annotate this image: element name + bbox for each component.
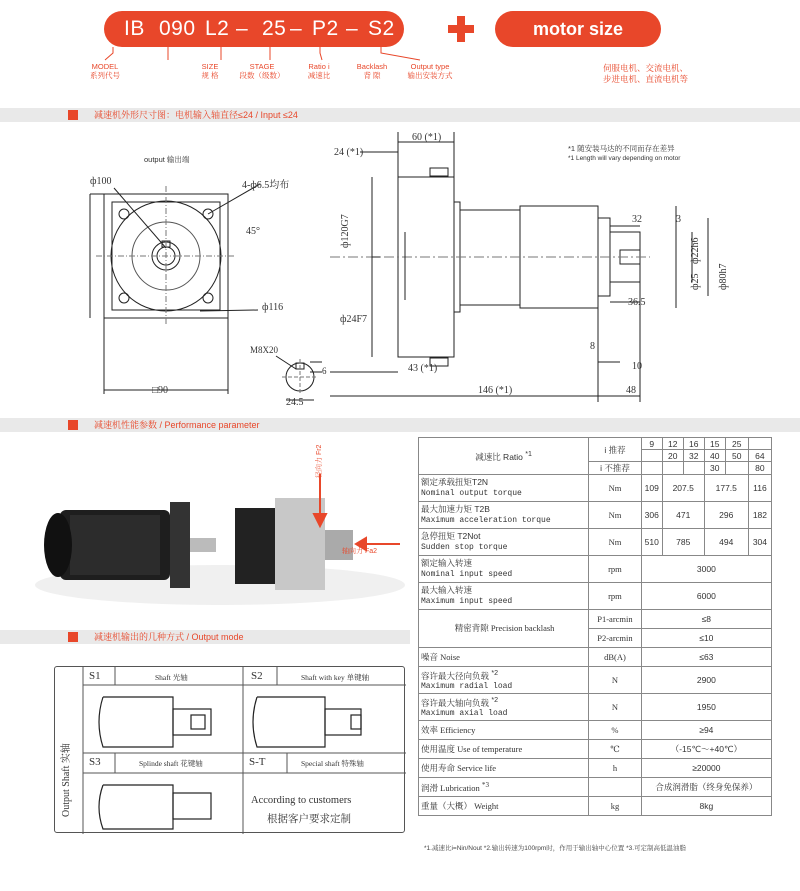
label-stage: STAGE 段数（级数） xyxy=(239,62,285,80)
code-stage: L2 xyxy=(205,17,230,40)
row-max-speed: 最大输入转速 Maximum input speed rpm 6000 xyxy=(419,583,772,610)
ratio-header: 减速比 Ratio $^{*1}$ xyxy=(419,438,589,475)
dim-key-len: 24.5 xyxy=(286,397,304,408)
label-size: SIZE 规 格 xyxy=(201,62,219,80)
ratio-not-recommended: i 不推荐 xyxy=(589,462,642,475)
row-sudden-stop: 急停扭矩 T2Not Sudden stop torque Nm 510 785 494 304 xyxy=(419,529,772,556)
mode-s2-desc: Shaft with key 单键轴 xyxy=(301,673,370,682)
ratio-cell: 30 xyxy=(704,462,725,475)
ratio-cell: 25 xyxy=(725,438,748,450)
code-dash-2: – xyxy=(290,17,303,40)
row-axial-load: 容许最大轴向负载 $^{*2}$ Maximum axial load N 1950 xyxy=(419,694,772,721)
dim-len32: 32 xyxy=(632,214,642,225)
dim-square: □90 xyxy=(152,385,169,396)
note-zh: *1 随安装马达的不同而存在差异 xyxy=(568,144,675,153)
label-output-type: Output type 输出安装方式 xyxy=(407,62,453,80)
dim-len36: 36.5 xyxy=(628,297,646,308)
dim-key: M8X20 xyxy=(250,345,279,355)
ratio-cell: 64 xyxy=(748,450,771,462)
mode-s1: S1 xyxy=(89,670,101,682)
dim-d100: ф100 xyxy=(90,176,112,187)
mode-s1-desc: Shaft 光轴 xyxy=(155,673,188,682)
mode-st: S-T xyxy=(249,756,266,768)
ratio-cell xyxy=(662,462,683,475)
dim-len146: 146 (*1) xyxy=(478,385,513,396)
section-output-mode-title: 减速机输出的几种方式 / Output mode xyxy=(94,632,244,642)
performance-table xyxy=(418,437,772,816)
dim-d80: ф80h7 xyxy=(718,263,729,290)
mode-st-desc: Special shaft 特殊轴 xyxy=(301,759,364,768)
dim-key-w: 6 xyxy=(322,366,327,376)
dim-len60: 60 (*1) xyxy=(412,132,442,143)
code-connectors xyxy=(0,0,800,70)
ratio-cell: 16 xyxy=(683,438,704,450)
row-weight: 重量（大概） Weight kg 8kg xyxy=(419,797,772,816)
ratio-cell xyxy=(748,438,771,450)
motor-size-pill: motor size xyxy=(495,11,661,47)
label-ratio: Ratio i 减速比 xyxy=(307,62,331,80)
dim-d22: ф22h6 xyxy=(690,237,701,264)
mode-s3: S3 xyxy=(89,756,101,768)
code-model: IB xyxy=(124,17,145,40)
row-max-accel-torque: 最大加速力矩 T2B Maximum acceleration torque Nm 306 471 296 182 xyxy=(419,502,772,529)
label-model: MODEL 系列代号 xyxy=(90,62,120,80)
note-en: *1 Length will vary depending on motor xyxy=(568,155,681,162)
mode-s3-desc: Splinde shaft 花键轴 xyxy=(139,759,203,768)
row-radial-load: 容许最大径向负载 $^{*2}$ Maximum radial load N 2900 xyxy=(419,667,772,694)
axial-force-label: 轴向力 Fa2 xyxy=(342,548,378,555)
radial-force-label: 径向力 Fr2 xyxy=(316,444,323,478)
dim-angle: 45° xyxy=(246,226,260,237)
dim-d24: ф24F7 xyxy=(340,314,368,325)
dim-len10: 10 xyxy=(632,361,642,372)
row-backlash-p1: 精密背隙 Precision backlash P1-arcmin ≤8 xyxy=(419,610,772,629)
ratio-recommended: i 推荐 xyxy=(589,438,642,462)
row-backlash-p2: P2-arcmin ≤10 xyxy=(419,629,772,648)
row-service-life: 使用寿命 Service life h ≥20000 xyxy=(419,759,772,778)
row-temperature: 使用温度 Use of temperature ℃ （-15℃～+40℃） xyxy=(419,740,772,759)
row-noise: 噪音 Noise dB(A) ≤63 xyxy=(419,648,772,667)
output-end-label: output 输出端 xyxy=(144,155,190,164)
motor-note: 伺服电机、交流电机、 步进电机、直流电机等 xyxy=(603,63,689,84)
product-photo xyxy=(30,470,410,610)
dim-d116: ф116 xyxy=(262,302,284,313)
dim-d120: ф120G7 xyxy=(340,214,351,248)
dim-len43: 43 (*1) xyxy=(408,363,438,374)
dim-len24: 24 (*1) xyxy=(334,147,364,158)
table-footnote: *1.减速比i=Nin/Nout *2.输出转速为100rpm时，作用于输出轴中心位置 *3.可定制高低温油脂 xyxy=(424,845,687,852)
custom-en: According to customers xyxy=(251,795,352,806)
section-dimensions-title: 减速机外形尺寸图：电机输入轴直径≤24 / Input ≤24 xyxy=(94,110,298,120)
code-dash-3: – xyxy=(346,17,359,40)
code-size: 090 xyxy=(159,17,196,40)
code-ratio: 25 xyxy=(262,17,287,40)
dim-d25: ф25 xyxy=(690,273,701,290)
ratio-cell: 80 xyxy=(748,462,771,475)
ratio-cell: 12 xyxy=(662,438,683,450)
label-backlash: Backlash 背 隙 xyxy=(356,62,388,80)
section-performance-title: 减速机性能参数 / Performance parameter xyxy=(94,420,260,430)
row-lubrication: 润滑 Lubrication $^{*3}$ 合成润滑脂（终身免保养） xyxy=(419,778,772,797)
ratio-cell: 20 xyxy=(662,450,683,462)
section-dimensions xyxy=(0,108,800,122)
dim-holes: 4-ф6.5均布 xyxy=(242,180,290,191)
output-mode-table xyxy=(54,666,405,833)
output-shaft-label: Output Shaft 实轴 xyxy=(61,743,72,817)
mode-s2: S2 xyxy=(251,670,263,682)
section-performance xyxy=(0,418,800,432)
ratio-cell xyxy=(725,462,748,475)
ratio-cell xyxy=(641,450,662,462)
ratio-cell: 32 xyxy=(683,450,704,462)
dimension-drawing xyxy=(0,122,800,412)
code-dash-1: – xyxy=(236,17,249,40)
ratio-cell: 40 xyxy=(704,450,725,462)
dim-len3: 3 xyxy=(676,214,681,225)
ratio-cell xyxy=(641,462,662,475)
dim-len8: 8 xyxy=(590,341,595,352)
row-nominal-torque: 额定承载扭矩T2N Nominal output torque Nm 109 207.5 177.5 116 xyxy=(419,475,772,502)
ratio-cell: 15 xyxy=(704,438,725,450)
ratio-cell: 50 xyxy=(725,450,748,462)
ratio-cell: 9 xyxy=(641,438,662,450)
row-nominal-speed: 额定输入转速 Nominal input speed rpm 3000 xyxy=(419,556,772,583)
row-efficiency: 效率 Efficiency % ≥94 xyxy=(419,721,772,740)
code-output: S2 xyxy=(368,17,395,40)
dim-len48: 48 xyxy=(626,385,636,396)
ratio-cell xyxy=(683,462,704,475)
code-backlash: P2 xyxy=(312,17,339,40)
section-output-mode xyxy=(0,630,410,644)
custom-zh: 根据客户要求定制 xyxy=(267,814,351,825)
